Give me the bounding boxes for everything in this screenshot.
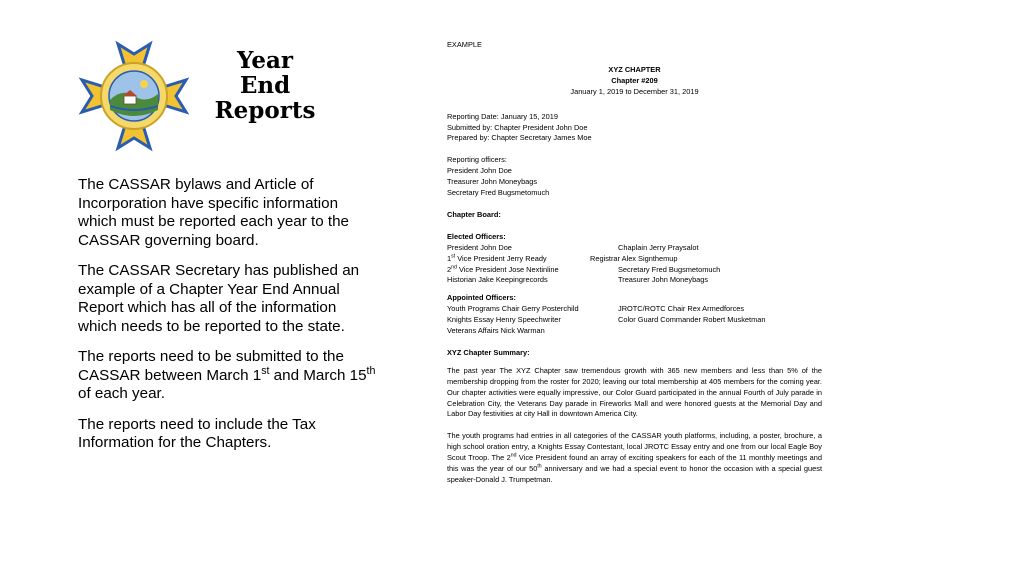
elected-officers-heading: Elected Officers: xyxy=(447,231,506,241)
elected-1-right: Chaplain Jerry Praysalot xyxy=(618,242,699,252)
page-title xyxy=(205,48,325,123)
intro-paragraph-3 xyxy=(78,348,378,404)
elected-2-left xyxy=(447,254,547,265)
reporting-officer-1: President John Doe xyxy=(447,166,512,176)
cassar-emblem-icon xyxy=(78,40,190,152)
report-period: January 1, 2019 to December 31, 2019 xyxy=(570,86,699,96)
chapter-board-heading: Chapter Board: xyxy=(447,209,501,219)
summary2-text-b: Vice President found an array of exciting speakers for each of the 11 monthly meetings and this was the year of our 50 xyxy=(447,453,822,474)
reporting-officer-3: Secretary Fred Bugsmetomuch xyxy=(447,188,550,198)
p3-sup-2: th xyxy=(366,364,376,377)
appointed-1-left: Youth Programs Chair Gerry Posterchild xyxy=(447,304,579,314)
elected-4-left: Historian Jake Keepingrecords xyxy=(447,275,548,285)
elected-3-text: Vice President Jose Nextinline xyxy=(456,264,559,274)
appointed-1-right: JROTC/ROTC Chair Rex Armedforces xyxy=(618,304,745,314)
elected-3-num: 2 xyxy=(447,264,452,274)
intro-paragraph-1: The CASSAR bylaws and Article of Incorporation have specific information which must be reported each year to the CASSAR governing board. xyxy=(78,176,349,249)
appointed-row-1 xyxy=(447,304,822,315)
elected-row-1 xyxy=(447,243,822,254)
chapter-name: XYZ CHAPTER xyxy=(608,64,661,74)
title-line-3: Reports xyxy=(214,97,316,124)
elected-3-sup: nd xyxy=(451,264,457,271)
p3-sup-1: st xyxy=(261,364,270,377)
prepared-by: Prepared by: Chapter Secretary James Moe xyxy=(447,133,592,143)
p3-text-c: of each year. xyxy=(78,385,165,402)
elected-3-left xyxy=(447,265,559,276)
reporting-officer-2: Treasurer John Moneybags xyxy=(447,177,538,187)
elected-2-text: Vice President Jerry Ready xyxy=(455,253,547,263)
appointed-3-left: Veterans Affairs Nick Warman xyxy=(447,326,545,336)
intro-paragraph-4: The reports need to include the Tax Information for the Chapters. xyxy=(78,415,316,451)
appointed-officers-heading: Appointed Officers: xyxy=(447,293,516,303)
summary2-sup-2: th xyxy=(537,463,542,470)
appointed-row-2 xyxy=(447,315,822,326)
p3-text-b: and March 15 xyxy=(269,366,367,384)
reporting-officers-heading: Reporting officers: xyxy=(447,155,507,165)
emblem-graphic xyxy=(78,40,190,152)
elected-3-right: Secretary Fred Bugsmetomuch xyxy=(618,264,721,274)
summary-heading: XYZ Chapter Summary: xyxy=(447,347,530,357)
appointed-2-right: Color Guard Commander Robert Musketman xyxy=(618,315,766,325)
elected-2-num: 1 xyxy=(447,253,452,263)
summary2-text-c: anniversary and we had a special event to honor the occasion with a special guest speaker-Donald J. Trumpetman. xyxy=(447,464,823,484)
elected-1-left: President John Doe xyxy=(447,242,512,252)
summary-paragraph-2 xyxy=(447,431,822,486)
p3-text-a: The reports need to be submitted to the CASSAR between March 1 xyxy=(78,348,344,384)
chapter-number: Chapter #209 xyxy=(611,75,658,85)
summary2-text-a: The youth programs had entries in all categories of the CASSAR youth platforms, including, a poster, brochure, a high school oration entry, a Knights Essay Contestant, local JROTC Essay entry and one from our local Eagle Boy Scout Troop. The 2 xyxy=(447,431,822,463)
elected-row-4 xyxy=(447,275,822,286)
elected-2-right: Registrar Alex Signthemup xyxy=(590,253,678,263)
title-line-2: End xyxy=(239,72,291,99)
appointed-2-left: Knights Essay Henry Speechwriter xyxy=(447,315,561,325)
title-line-1: Year xyxy=(236,47,294,74)
appointed-row-3 xyxy=(447,326,822,337)
intro-text xyxy=(78,176,378,465)
summary2-sup-1: nd xyxy=(510,452,517,459)
submitted-by: Submitted by: Chapter President John Doe xyxy=(447,122,588,132)
example-report xyxy=(447,40,822,486)
elected-2-sup: st xyxy=(451,253,456,260)
elected-row-2 xyxy=(447,254,822,265)
elected-row-3 xyxy=(447,265,822,276)
intro-paragraph-2: The CASSAR Secretary has published an example of a Chapter Year End Annual Report which has all of the information which needs to be reported to the state. xyxy=(78,262,360,335)
reporting-date: Reporting Date: January 15, 2019 xyxy=(447,111,558,121)
elected-4-right: Treasurer John Moneybags xyxy=(618,275,709,285)
summary-paragraph-1: The past year The XYZ Chapter saw tremendous growth with 365 new members and less than 5% of the membership dropping from the roster for 2020; leaving our total membership at 405 members for the coming year. Our chapter activities were equally impressive, our Color Guard participated in the annual Fourth of July parade in Celebration City, the Veterans Day parade in Fireworks Mall and were honored guests at the Memorial Day and Labor Day festivities at city Hall in downtown America City. xyxy=(447,365,822,419)
example-label: EXAMPLE xyxy=(447,40,482,49)
